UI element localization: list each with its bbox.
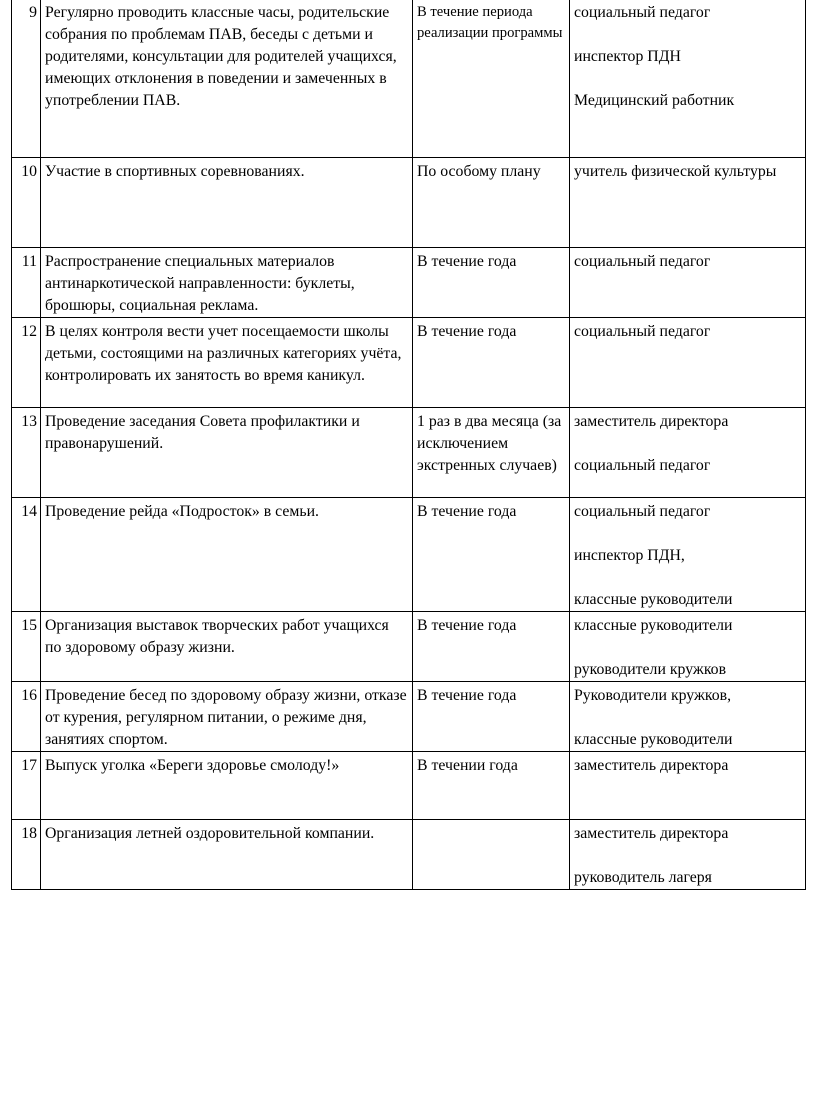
- responsible-cell: [570, 158, 806, 248]
- row-number: 11: [12, 248, 41, 318]
- term-cell: В течение года: [413, 248, 570, 318]
- responsible-person: инспектор ПДН,: [574, 547, 685, 564]
- row-number: 9: [12, 0, 41, 158]
- table-row: [12, 820, 806, 890]
- responsible-cell: [570, 752, 806, 820]
- activity-cell: Распространение специальных материалов антинаркотической направленности: буклеты, брошюры, социальная реклама.: [41, 248, 413, 318]
- row-number: 13: [12, 408, 41, 498]
- responsible-cell: [570, 248, 806, 318]
- activity-plan-table: [11, 0, 806, 890]
- table-row: [12, 498, 806, 612]
- table-row: [12, 612, 806, 682]
- responsible-person: заместитель директора: [574, 413, 729, 430]
- responsible-cell: [570, 682, 806, 752]
- activity-cell: Организация летней оздоровительной компании.: [41, 820, 413, 890]
- activity-cell: Регулярно проводить классные часы, родительские собрания по проблемам ПАВ, беседы с детьми и родителями, консультации для родителей учащихся, имеющих отклонения в поведении и замеченных в употреблении ПАВ.: [41, 0, 413, 158]
- term-cell: [413, 820, 570, 890]
- responsible-person: заместитель директора: [574, 825, 729, 842]
- term-cell: В течение года: [413, 498, 570, 612]
- table-row: [12, 0, 806, 158]
- term-cell: В течение года: [413, 682, 570, 752]
- activity-cell: Проведение заседания Совета профилактики и правонарушений.: [41, 408, 413, 498]
- term-cell: 1 раз в два месяца (за исключением экстренных случаев): [413, 408, 570, 498]
- responsible-cell: [570, 0, 806, 158]
- responsible-person: социальный педагог: [574, 253, 711, 270]
- responsible-person: классные руководители: [574, 591, 733, 608]
- responsible-person: руководители кружков: [574, 661, 727, 678]
- table-row: [12, 318, 806, 408]
- row-number: 16: [12, 682, 41, 752]
- responsible-person: социальный педагог: [574, 323, 711, 340]
- term-cell: По особому плану: [413, 158, 570, 248]
- responsible-person: классные руководители: [574, 731, 733, 748]
- responsible-cell: [570, 318, 806, 408]
- term-cell: В течение года: [413, 318, 570, 408]
- activity-cell: В целях контроля вести учет посещаемости школы детьми, состоящими на различных категориях учёта, контролировать их занятость во время каникул.: [41, 318, 413, 408]
- activity-cell: Участие в спортивных соревнованиях.: [41, 158, 413, 248]
- table-row: [12, 158, 806, 248]
- responsible-person: социальный педагог: [574, 4, 711, 21]
- responsible-cell: [570, 820, 806, 890]
- table-row: [12, 752, 806, 820]
- row-number: 14: [12, 498, 41, 612]
- activity-cell: Проведение бесед по здоровому образу жизни, отказе от курения, регулярном питании, о режиме дня, занятиях спортом.: [41, 682, 413, 752]
- responsible-person: социальный педагог: [574, 457, 711, 474]
- responsible-person: учитель физической культуры: [574, 163, 777, 180]
- row-number: 12: [12, 318, 41, 408]
- row-number: 10: [12, 158, 41, 248]
- row-number: 17: [12, 752, 41, 820]
- responsible-person: социальный педагог: [574, 503, 711, 520]
- row-number: 15: [12, 612, 41, 682]
- activity-cell: Выпуск уголка «Береги здоровье смолоду!»: [41, 752, 413, 820]
- responsible-person: инспектор ПДН: [574, 48, 681, 65]
- responsible-cell: [570, 408, 806, 498]
- term-cell: В течение года: [413, 612, 570, 682]
- responsible-cell: [570, 612, 806, 682]
- activity-cell: Организация выставок творческих работ учащихся по здоровому образу жизни.: [41, 612, 413, 682]
- responsible-person: классные руководители: [574, 617, 733, 634]
- responsible-person: руководитель лагеря: [574, 869, 712, 886]
- row-number: 18: [12, 820, 41, 890]
- responsible-person: заместитель директора: [574, 757, 729, 774]
- activity-cell: Проведение рейда «Подросток» в семьи.: [41, 498, 413, 612]
- table-row: [12, 248, 806, 318]
- responsible-person: Медицинский работник: [574, 92, 735, 109]
- responsible-cell: [570, 498, 806, 612]
- term-cell: В течение периода реализации программы: [413, 0, 570, 158]
- table-row: [12, 408, 806, 498]
- term-cell: В течении года: [413, 752, 570, 820]
- table-row: [12, 682, 806, 752]
- responsible-person: Руководители кружков,: [574, 687, 732, 704]
